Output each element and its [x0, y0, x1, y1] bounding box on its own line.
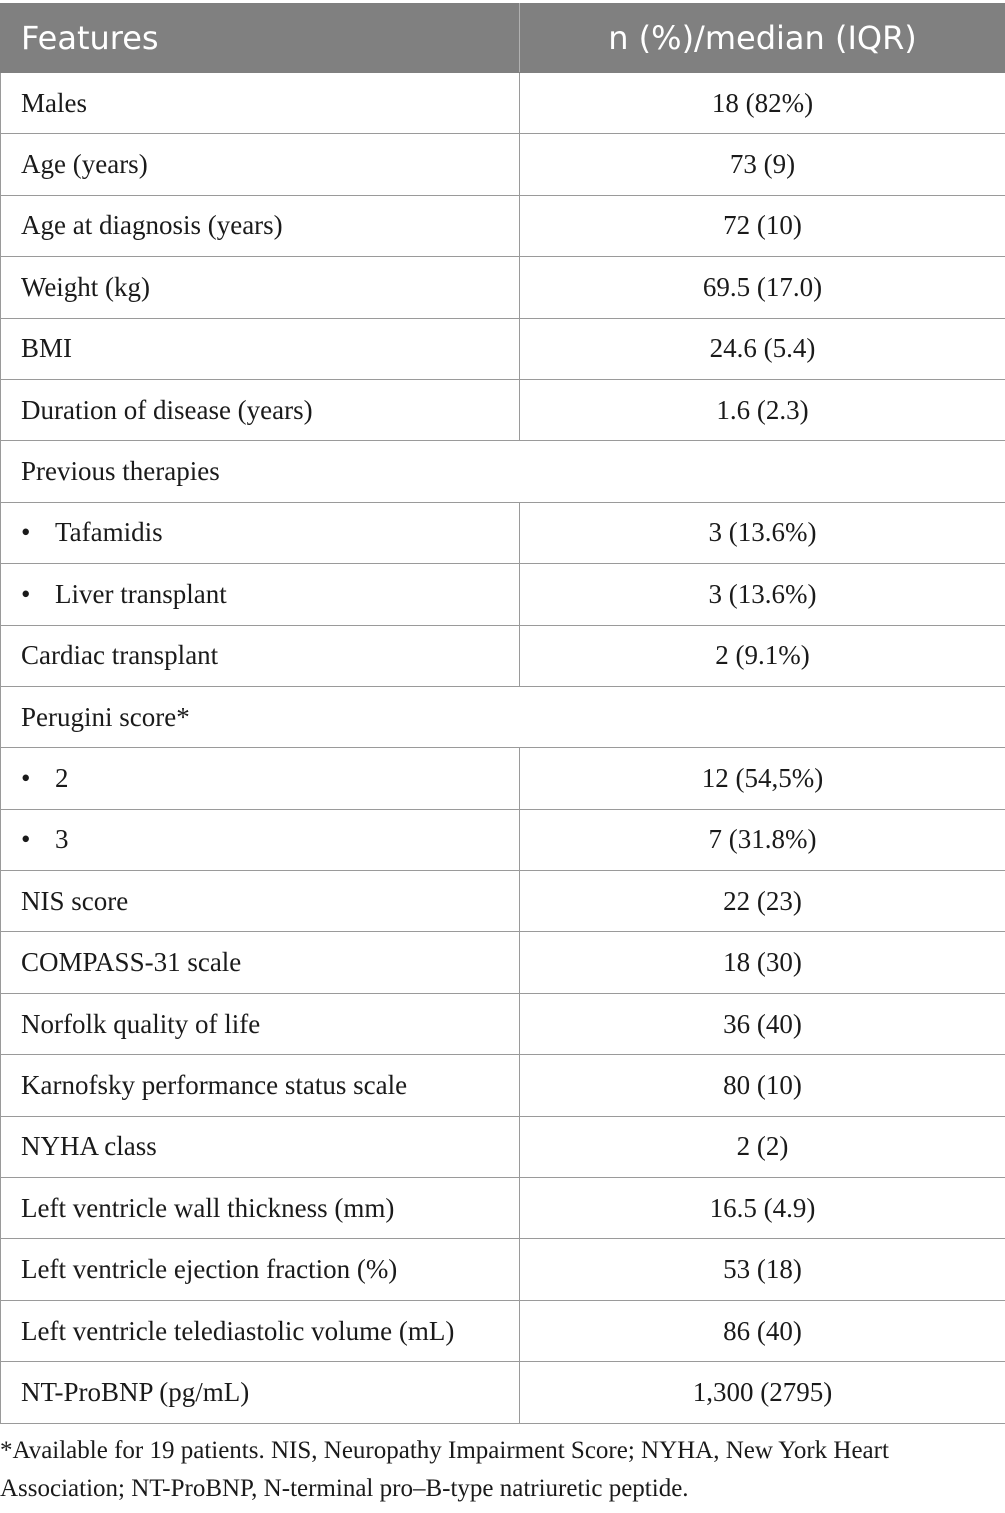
feature-value: 12 (54,5%): [520, 748, 1005, 809]
table-row: [1, 1116, 1005, 1177]
table-row: [1, 1239, 1005, 1300]
feature-label: Age at diagnosis (years): [1, 195, 520, 256]
table-header-row: [1, 4, 1005, 73]
table-row: [1, 1178, 1005, 1239]
bullet-icon: •: [21, 762, 31, 793]
feature-value: 16.5 (4.9): [520, 1178, 1005, 1239]
table-row: [1, 257, 1005, 318]
table-row: [1, 809, 1005, 870]
feature-label: BMI: [1, 318, 520, 379]
feature-label: [1, 748, 520, 809]
table-row: [1, 686, 1005, 747]
table-row: [1, 1362, 1005, 1423]
table-body: [1, 73, 1005, 1424]
feature-label: Norfolk quality of life: [1, 993, 520, 1054]
table-row: [1, 1300, 1005, 1361]
feature-value: 73 (9): [520, 134, 1005, 195]
header-features: Features: [1, 4, 520, 73]
feature-label: Age (years): [1, 134, 520, 195]
table-row: [1, 73, 1005, 134]
feature-label: [1, 502, 520, 563]
table-row: [1, 195, 1005, 256]
feature-value: 18 (30): [520, 932, 1005, 993]
feature-value: 1,300 (2795): [520, 1362, 1005, 1423]
bullet-icon: •: [21, 578, 31, 609]
feature-value: 3 (13.6%): [520, 502, 1005, 563]
feature-value: 53 (18): [520, 1239, 1005, 1300]
bullet-icon: •: [21, 824, 31, 855]
header-value: n (%)/median (IQR): [520, 4, 1005, 73]
feature-label-text: Liver transplant: [55, 578, 227, 609]
feature-label: Left ventricle ejection fraction (%): [1, 1239, 520, 1300]
feature-label: NIS score: [1, 871, 520, 932]
feature-value: 2 (9.1%): [520, 625, 1005, 686]
feature-value: 24.6 (5.4): [520, 318, 1005, 379]
feature-label: Left ventricle telediastolic volume (mL): [1, 1300, 520, 1361]
table-footnote: *Available for 19 patients. NIS, Neuropathy Impairment Score; NYHA, New York Heart Association; NT-ProBNP, N-terminal pro–B-type natriuretic peptide.: [0, 1437, 889, 1502]
feature-label: [1, 564, 520, 625]
feature-label: Karnofsky performance status scale: [1, 1055, 520, 1116]
feature-value: 86 (40): [520, 1300, 1005, 1361]
feature-value: 2 (2): [520, 1116, 1005, 1177]
feature-label: NT-ProBNP (pg/mL): [1, 1362, 520, 1423]
patient-features-table: [0, 3, 1005, 1424]
feature-value: 7 (31.8%): [520, 809, 1005, 870]
feature-label: Males: [1, 73, 520, 134]
table-row: [1, 748, 1005, 809]
feature-label: Weight (kg): [1, 257, 520, 318]
feature-label-text: Tafamidis: [55, 517, 163, 548]
section-label: Perugini score*: [1, 686, 1005, 747]
feature-label: [1, 809, 520, 870]
table-row: [1, 564, 1005, 625]
table-row: [1, 379, 1005, 440]
feature-label-text: 2: [55, 762, 69, 793]
table-row: [1, 1055, 1005, 1116]
table-row: [1, 318, 1005, 379]
table-row: [1, 502, 1005, 563]
bullet-icon: •: [21, 517, 31, 548]
feature-value: 3 (13.6%): [520, 564, 1005, 625]
feature-label: NYHA class: [1, 1116, 520, 1177]
feature-label: Duration of disease (years): [1, 379, 520, 440]
feature-label: Cardiac transplant: [1, 625, 520, 686]
feature-label-text: 3: [55, 824, 69, 855]
feature-value: 72 (10): [520, 195, 1005, 256]
feature-value: 69.5 (17.0): [520, 257, 1005, 318]
feature-label: Left ventricle wall thickness (mm): [1, 1178, 520, 1239]
feature-value: 18 (82%): [520, 73, 1005, 134]
table-row: [1, 134, 1005, 195]
feature-value: 1.6 (2.3): [520, 379, 1005, 440]
feature-value: 22 (23): [520, 871, 1005, 932]
table-row: [1, 625, 1005, 686]
feature-label: COMPASS-31 scale: [1, 932, 520, 993]
table-row: [1, 441, 1005, 502]
table-row: [1, 993, 1005, 1054]
feature-value: 80 (10): [520, 1055, 1005, 1116]
table-row: [1, 932, 1005, 993]
feature-value: 36 (40): [520, 993, 1005, 1054]
section-label: Previous therapies: [1, 441, 1005, 502]
table-row: [1, 871, 1005, 932]
